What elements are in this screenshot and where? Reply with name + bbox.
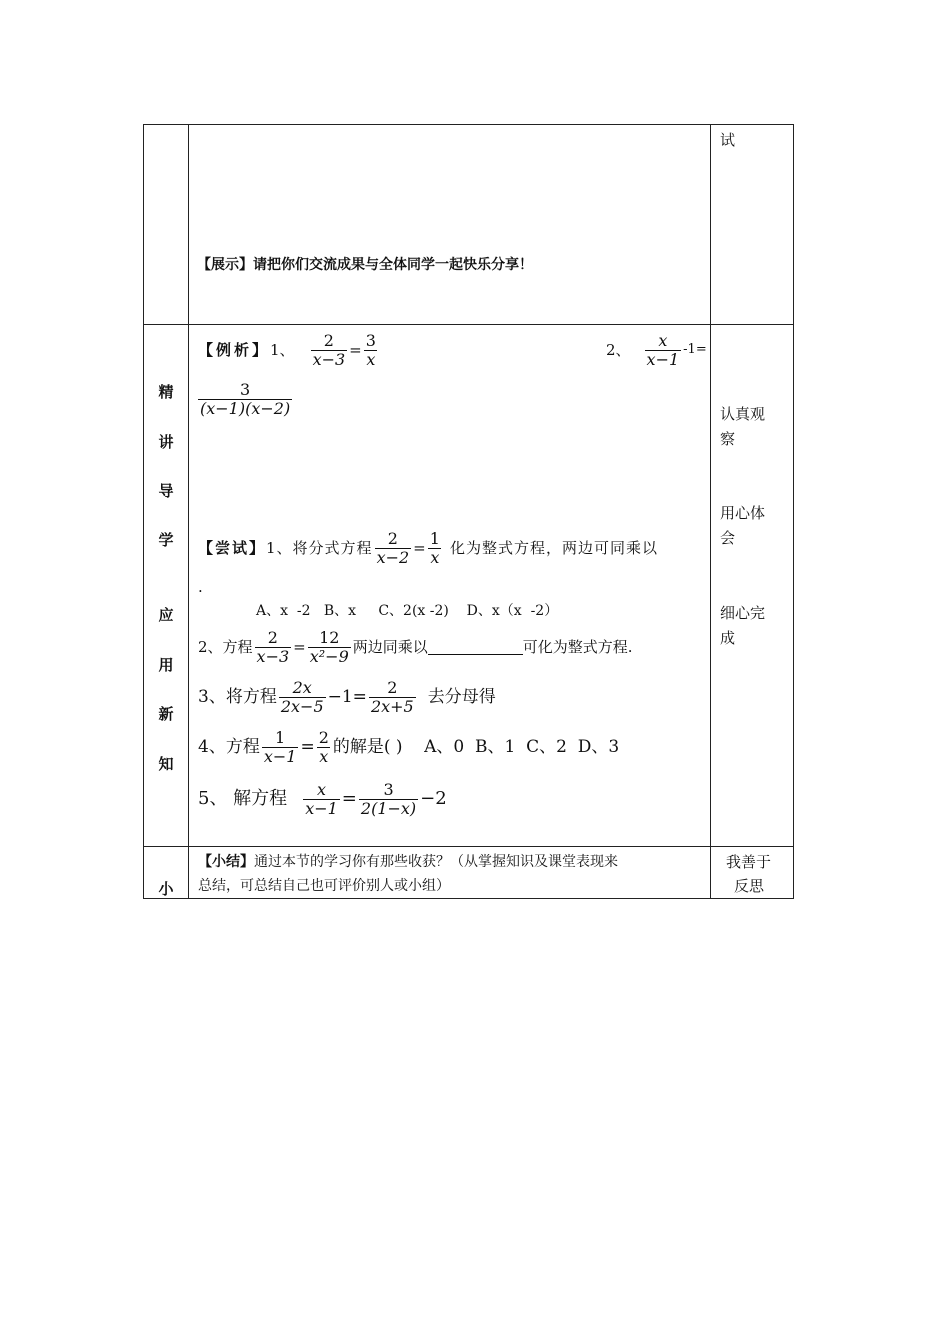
summary-line-1: 【小结】通过本节的学习你有那些收获？（从掌握知识及课堂表现来 [198,854,618,870]
reflect-note-1: 我善于 [726,853,772,871]
fraction: $\frac{x}{x-1}$ [646,330,680,369]
try-label: 【尝试】 [198,539,267,557]
column-divider-2 [710,124,711,899]
section-label-char: 知 [158,755,174,773]
row-divider-2 [143,846,794,847]
fraction: $\frac{2}{x}$ [318,727,329,766]
section-label-char: 用 [158,656,174,674]
table-top-border [143,124,794,125]
table-bottom-border [143,898,794,899]
note-complete-2: 成 [720,629,736,647]
section-label-char: 讲 [158,433,174,451]
example-2-rhs [196,376,294,422]
summary-label: 【小结】 [198,854,254,870]
try-3: 3、将方程 $\frac{2x}{2x-5}$ −1= $\frac{2}{2x+5}$ 去分母得 [198,677,496,716]
fraction: $\frac{x}{x-1}$ [305,779,338,818]
fraction: $\frac{2}{2x+5}$ [370,677,414,716]
fraction: $\frac{2}{x-3}$ [312,330,346,369]
fraction: $\frac{3}{x}$ [365,330,376,369]
example-label: 【例析】 [198,341,271,359]
row-divider-1 [143,324,794,325]
note-observe: 认真观 [720,405,766,423]
answer-blank[interactable] [428,640,523,655]
try-5: 5、 解方程 $\frac{x}{x-1}$ = $\frac{3}{2(1-x)}$ −2 [198,779,447,818]
try-2: 2、方程 $\frac{2}{x-3}$ = $\frac{12}{\text{x²−9}}$ 两边同乘以 可化为整式方程. [198,627,633,666]
fraction: $\frac{1}{x-1}$ [263,727,297,766]
example-1-number: 1、 [270,341,295,359]
example-2: 2、 $\frac{x}{x-1}$ -1= [606,330,707,369]
section-label-char: 学 [158,531,174,549]
reflect-note-2: 反思 [734,877,765,895]
try-1: 【尝试】 1、将分式方程 $\frac{2}{x-2}$ = $\frac{1}{x}$ 化为整式方程，两边可同乘以 [198,528,658,567]
note-complete: 细心完 [720,604,766,622]
section-label-char: 精 [158,383,174,401]
section-label-char: 应 [158,606,174,624]
fraction: $\frac{2}{x-2}$ [376,528,410,567]
table-right-border [793,124,794,899]
try-1-options: A、x -2 B、x C、2(x -2) D、x（x -2） [256,603,559,619]
section-label-char: 导 [158,482,174,500]
summary-side-char: 小 [158,880,174,898]
example-2-number: 2、 [606,341,631,359]
note-observe-2: 察 [720,430,736,448]
fraction: $\frac{2x}{2x-5}$ [280,677,324,716]
note-experience: 用心体 [720,504,766,522]
table-left-border [143,124,144,899]
note-experience-2: 会 [720,529,736,547]
try-4: 4、方程 $\frac{1}{x-1}$ = $\frac{2}{x}$ 的解是( ) A、0 B、1 C、2 D、3 [198,727,620,766]
summary-line-2: 总结，可总结自己也可评价别人或小组） [198,878,450,894]
try-1-dot: . [198,578,203,596]
display-heading: 【展示】请把你们交流成果与全体同学一起快乐分享！ [197,257,533,273]
fraction: $\frac{2}{x-3}$ [256,627,290,666]
section-label-char: 新 [158,705,174,723]
fraction: $\frac{1}{x}$ [429,528,440,567]
fraction: $\frac{3}{(x-1)(x-2)}$ [200,379,291,418]
row1-right-note: 试 [720,131,736,149]
fraction: $\frac{3}{2(1-x)}$ [360,779,417,818]
column-divider-1 [188,124,189,899]
fraction: $\frac{12}{\text{x²−9}}$ [309,627,349,666]
example-1: 【例析】 1、 $\frac{2}{x-3}$ = $\frac{3}{x}$ [198,330,376,369]
